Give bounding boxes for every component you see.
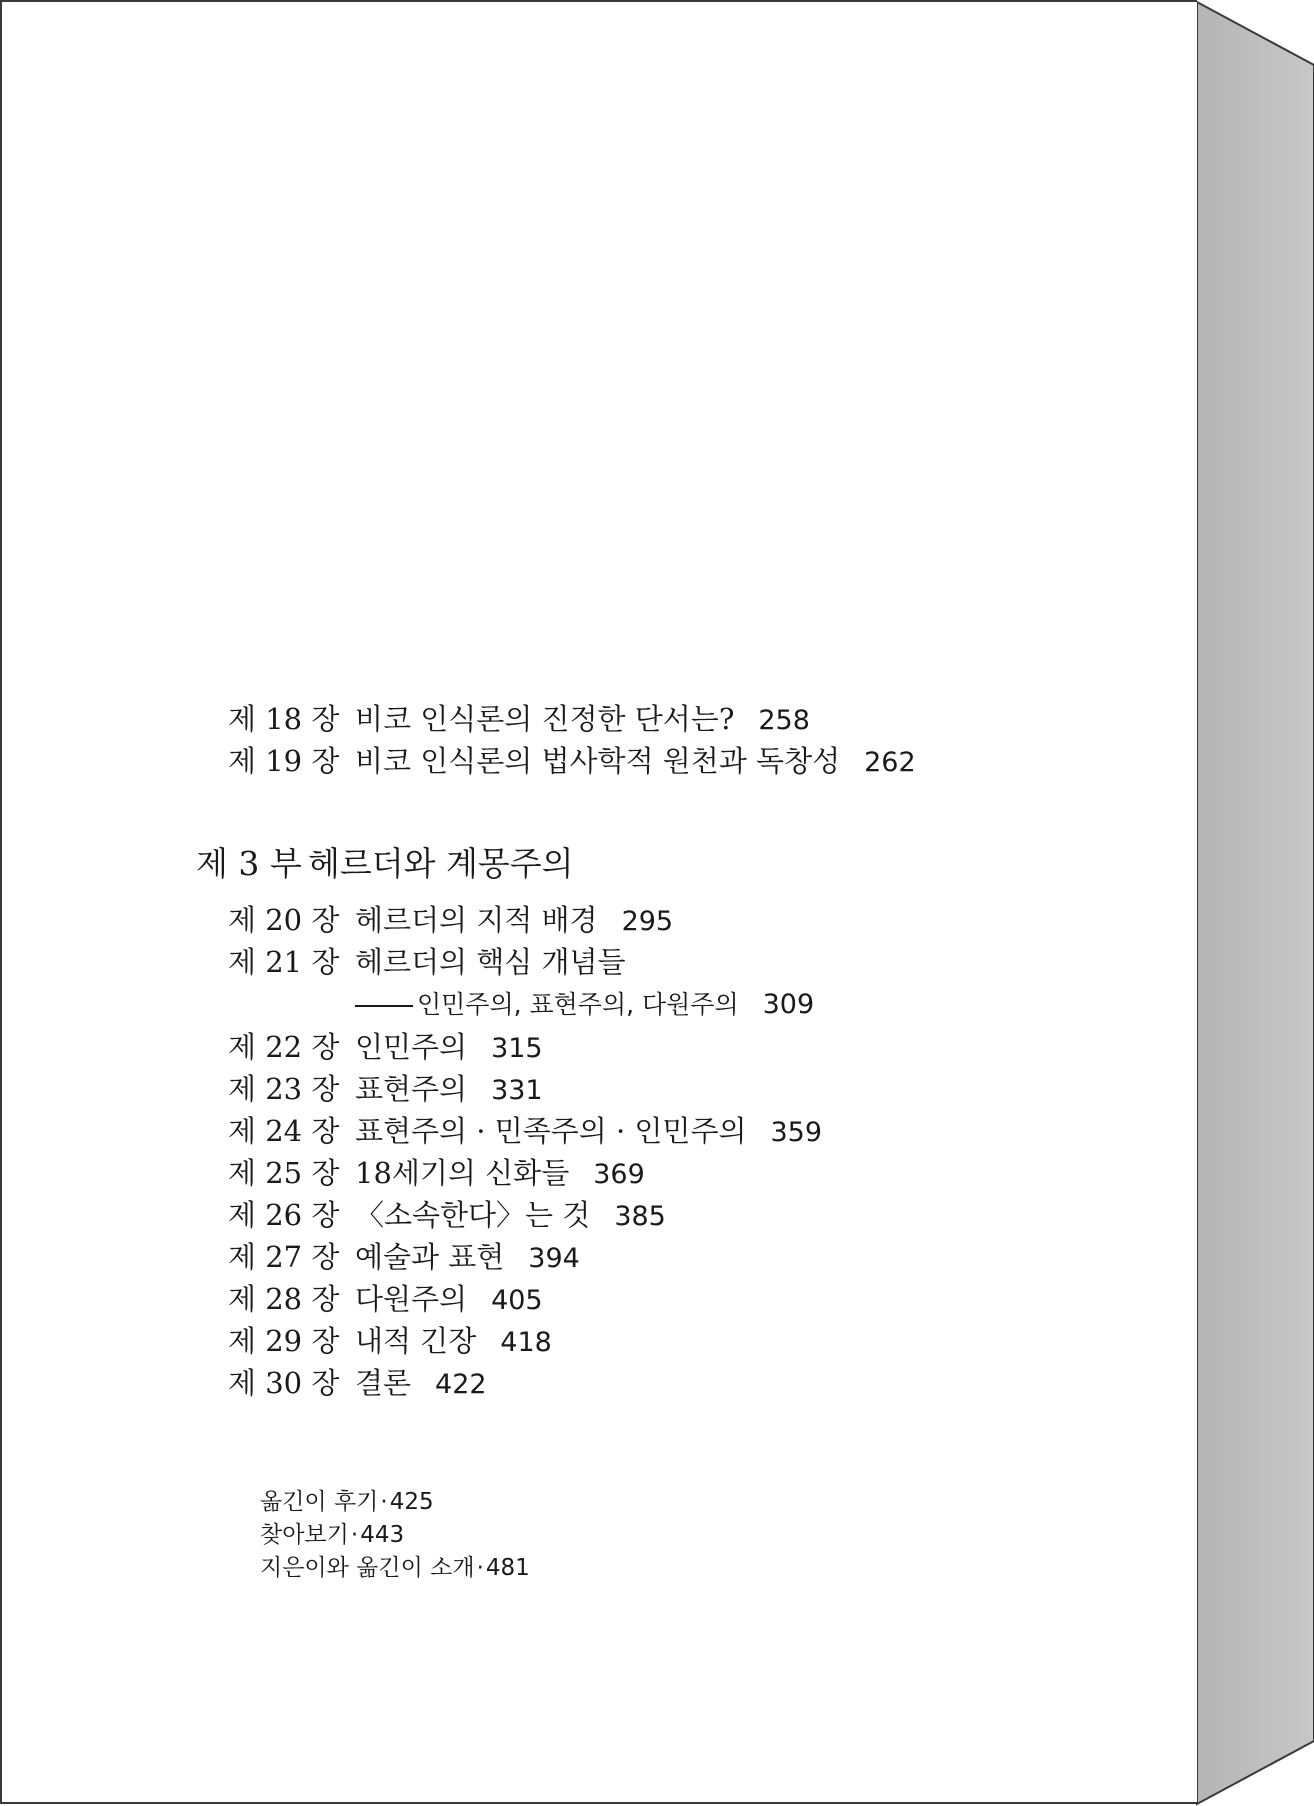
toc-entry-22 <box>228 1029 543 1067</box>
page-number: 331 <box>491 1075 543 1106</box>
chapter-number: 제 26 장 <box>228 1198 340 1232</box>
chapter-number: 제 28 장 <box>228 1282 340 1316</box>
chapter-title: 표현주의 <box>355 1072 468 1106</box>
page-number: 443 <box>360 1522 405 1548</box>
chapter-subtitle: 인민주의, 표현주의, 다원주의 <box>417 990 739 1019</box>
back-matter-author-translator-bio <box>260 1553 530 1583</box>
chapter-number: 제 18 장 <box>228 702 340 736</box>
separator-dot: · <box>476 1555 484 1581</box>
back-matter-label: 지은이와 옮긴이 소개 <box>260 1555 475 1581</box>
toc-entry-27 <box>228 1239 580 1277</box>
chapter-number: 제 25 장 <box>228 1156 340 1190</box>
chapter-number: 제 23 장 <box>228 1072 340 1106</box>
chapter-title: 헤르더의 핵심 개념들 <box>355 945 626 979</box>
page-number: 369 <box>593 1159 645 1190</box>
part-heading <box>196 844 574 884</box>
toc-entry-28 <box>228 1281 543 1319</box>
toc-entry-18 <box>228 701 810 739</box>
toc-entry-21-subtitle <box>355 988 814 1022</box>
back-matter-translator-afterword <box>260 1487 434 1517</box>
toc-entry-26 <box>228 1197 666 1235</box>
chapter-title: 결론 <box>355 1366 412 1400</box>
toc-entry-20 <box>228 902 673 940</box>
toc-entry-30 <box>228 1365 487 1403</box>
part-number: 제 3 부 <box>196 844 302 883</box>
toc-entry-29 <box>228 1323 552 1361</box>
page-number: 422 <box>435 1369 487 1400</box>
chapter-number: 제 19 장 <box>228 744 340 778</box>
chapter-number: 제 21 장 <box>228 945 340 979</box>
chapter-title: 〈소속한다〉는 것 <box>355 1198 591 1232</box>
page-number: 309 <box>762 989 815 1020</box>
chapter-number: 제 29 장 <box>228 1324 340 1358</box>
page-number: 405 <box>491 1285 543 1316</box>
chapter-title: 표현주의 · 민족주의 · 인민주의 <box>355 1114 747 1148</box>
separator-dot: · <box>380 1489 388 1515</box>
chapter-number: 제 30 장 <box>228 1366 340 1400</box>
chapter-number: 제 22 장 <box>228 1030 340 1064</box>
toc-entry-25 <box>228 1155 645 1193</box>
page-number: 258 <box>758 705 810 736</box>
chapter-title: 인민주의 <box>355 1030 468 1064</box>
back-matter-index <box>260 1520 404 1550</box>
toc-entry-23 <box>228 1071 543 1109</box>
toc-entry-21 <box>228 944 626 980</box>
page-number: 394 <box>528 1243 580 1274</box>
toc-entry-24 <box>228 1113 822 1151</box>
chapter-number: 제 24 장 <box>228 1114 340 1148</box>
chapter-number: 제 27 장 <box>228 1240 340 1274</box>
toc-entry-19 <box>228 743 916 781</box>
page-number: 295 <box>621 906 674 937</box>
chapter-title: 비코 인식론의 법사학적 원천과 독창성 <box>355 744 841 778</box>
chapter-title: 18세기의 신화들 <box>355 1156 570 1190</box>
chapter-title: 비코 인식론의 진정한 단서는? <box>355 702 735 736</box>
page-number: 418 <box>500 1327 552 1358</box>
page-number: 262 <box>864 747 916 778</box>
page-number: 359 <box>770 1117 823 1148</box>
page-number: 481 <box>485 1555 530 1581</box>
part-title: 헤르더와 계몽주의 <box>308 844 574 883</box>
page-number: 315 <box>491 1033 543 1064</box>
page-number: 385 <box>614 1201 666 1232</box>
separator-dot: · <box>350 1522 359 1548</box>
chapter-number: 제 20 장 <box>228 903 340 937</box>
chapter-title: 내적 긴장 <box>355 1324 477 1358</box>
em-dash <box>355 1005 413 1007</box>
chapter-title: 헤르더의 지적 배경 <box>355 903 598 937</box>
chapter-title: 예술과 표현 <box>355 1240 505 1274</box>
back-matter-label: 찾아보기 <box>260 1522 349 1548</box>
back-matter-label: 옮긴이 후기 <box>260 1489 379 1515</box>
page-number: 425 <box>389 1489 434 1515</box>
chapter-title: 다원주의 <box>355 1282 468 1316</box>
